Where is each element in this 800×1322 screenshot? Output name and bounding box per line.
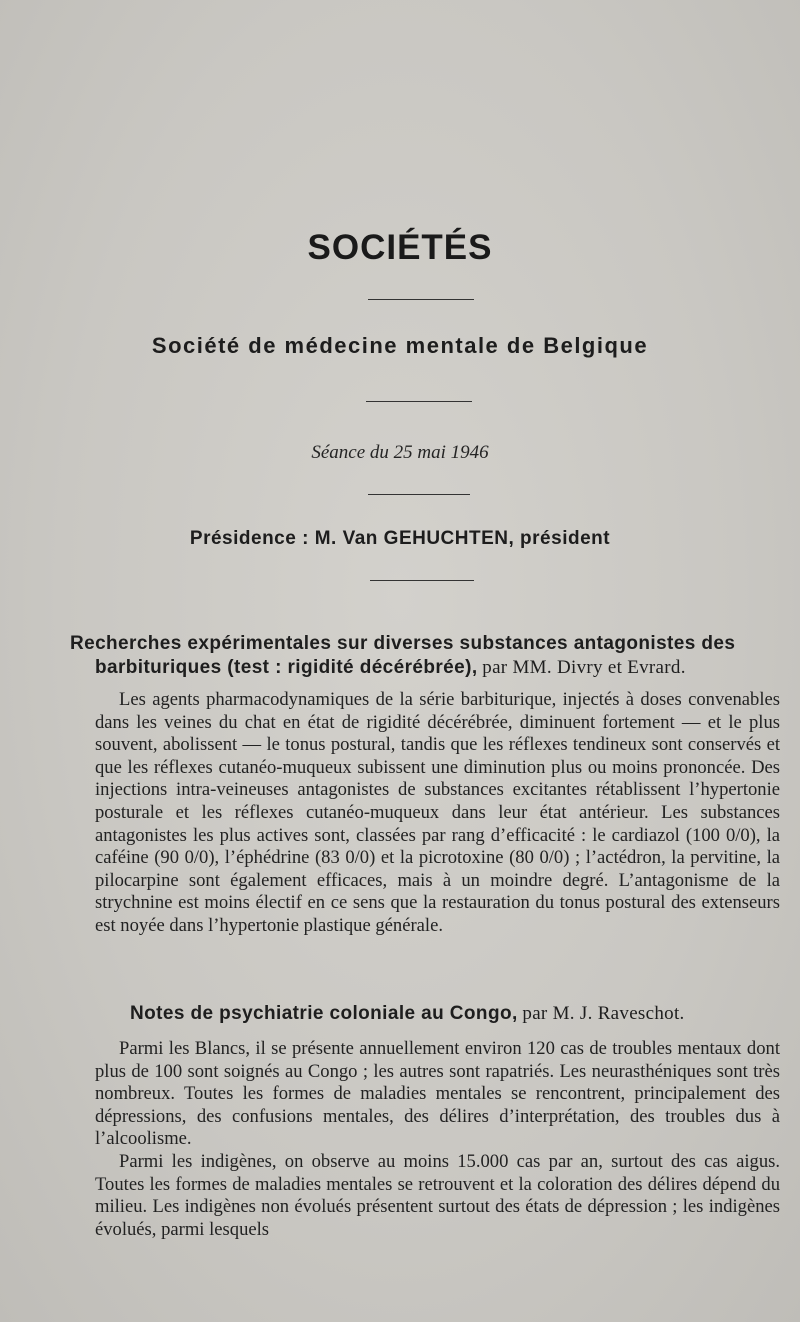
divider <box>366 401 472 402</box>
divider <box>370 580 474 581</box>
article-title <box>70 632 785 680</box>
paragraph: Les agents pharmacodynamiques de la série barbiturique, injectés à doses convenables dans les veines du chat en état de rigidité décérébrée, diminuent fortement — et le plus souvent, abolissent — le tonus postural, tandis que les réflexes tendineux sont conservés et que les réflexes cutanéo-muqueux subissent une diminution plus ou moins prononcée. Des injections intra-veineuses antagonistes de substances excitantes rétablissent l’hypertonie posturale et les réflexes cutanéo-muqueux dans leur état antérieur. Les substances antagonistes les plus actives sont, classées par rang d’efficacité : le cardiazol (100 0/0), la caféine (90 0/0), l’éphédrine (83 0/0) et la picrotoxine (80 0/0) ; l’actédron, la pervitine, la pilocarpine sont également efficaces, mais à un moindre degré. L’antagonisme de la strychnine est moins électif en ce sens que la restauration du tonus postural des extenseurs est noyée dans l’hypertonie plastique générale. <box>95 689 780 936</box>
divider <box>368 299 474 300</box>
divider <box>368 494 470 495</box>
society-title: Société de médecine mentale de Belgique <box>151 333 649 358</box>
article-authors: par M. J. Ravesсhot. <box>522 1003 685 1024</box>
article-title-line1: Notes de psychiatrie coloniale au Congo, <box>130 1003 518 1024</box>
article-title <box>130 1002 780 1026</box>
article-body <box>95 1038 780 1241</box>
article-title-line2: barbituriques (test : rigidité décérébrée), <box>95 657 478 678</box>
article-body <box>95 689 780 938</box>
presidency-line: Présidence : M. Van GEHUCHTEN, président <box>189 528 611 549</box>
section-heading: SOCIÉTÉS <box>307 228 493 267</box>
paragraph: Parmi les Blancs, il se présente annuellement environ 120 cas de troubles mentaux dont plus de 100 sont soignés au Congo ; les autres sont rapatriés. Les neurasthéniques sont très nombreux. Toutes les formes de maladies mentales se rencontrent, principalement des dépressions, des confusions mentales, des délires d’interprétation, des troubles dus à l’alcoolisme. <box>95 1038 780 1150</box>
paragraph: Parmi les indigènes, on observe au moins 15.000 cas par an, surtout des cas aigus. Toutes les formes de maladies mentales se retrouvent et la coloration des délires dépend du milieu. Les indigènes non évolués présentent surtout des états de dépression ; les indigènes évolués, parmi lesquels <box>95 1150 780 1240</box>
article-title-line1: Recherches expérimentales sur diverses substances antagonistes des <box>70 633 736 654</box>
article-authors: par MM. Divry et Evrard. <box>482 657 686 678</box>
session-date: Séance du 25 mai 1946 <box>311 442 489 463</box>
